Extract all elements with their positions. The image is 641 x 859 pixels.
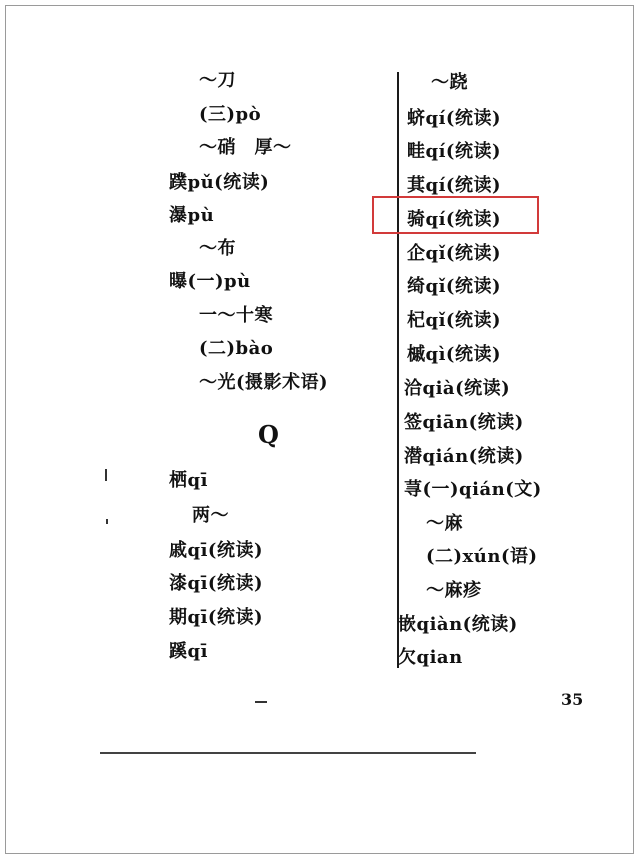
entry-line: 曝(一)pù: [169, 271, 251, 292]
entry-line: ～麻疹: [426, 580, 482, 601]
entry-line-highlighted: 骑qí(统读): [407, 209, 501, 230]
entry-line: ～硝 厚～: [199, 137, 292, 158]
entry-line: 瀑pù: [169, 205, 215, 226]
entry-line: (二)xún(语): [426, 546, 538, 567]
entry-line: 栖qī: [169, 470, 208, 491]
entry-line: 绮qǐ(统读): [407, 276, 501, 297]
entry-line: ～跷: [431, 72, 468, 93]
entry-line: 欠qian: [398, 647, 463, 668]
entry-line: 两～: [192, 505, 229, 526]
entry-line: ～光(摄影术语): [199, 372, 329, 393]
bottom-rule: [100, 752, 476, 754]
scan-speck: [105, 469, 107, 481]
entry-line: 荨(一)qián(文): [404, 479, 542, 500]
entry-line: 萁qí(统读): [407, 175, 501, 196]
entry-line: 蹼pǔ(统读): [169, 172, 270, 193]
entry-line: 洽qià(统读): [404, 378, 511, 399]
entry-line: 蹊qī: [169, 641, 208, 662]
entry-line: 嵌qiàn(统读): [398, 614, 518, 635]
entry-line: 一～十寒: [199, 305, 273, 326]
entry-line: ～刀: [199, 70, 236, 91]
entry-line: 戚qī(统读): [169, 540, 263, 561]
entry-line: 杞qǐ(统读): [407, 310, 501, 331]
column-divider: [397, 72, 399, 668]
entry-line: ～布: [199, 238, 236, 259]
entry-line: 漆qī(统读): [169, 573, 263, 594]
page-number: 35: [561, 690, 584, 709]
entry-line: (三)pò: [199, 104, 262, 125]
entry-line: 畦qí(统读): [407, 141, 501, 162]
entry-line: 企qǐ(统读): [407, 243, 501, 264]
document-page: [5, 5, 634, 854]
scan-speck: [106, 519, 108, 524]
entry-line: 期qī(统读): [169, 607, 263, 628]
section-heading: Q: [258, 420, 279, 449]
scan-mark: [255, 701, 267, 703]
entry-line: 潜qián(统读): [404, 446, 524, 467]
entry-line: 蛴qí(统读): [407, 108, 501, 129]
entry-line: 签qiān(统读): [404, 412, 524, 433]
entry-line: 槭qì(统读): [407, 344, 501, 365]
highlight-box: [372, 196, 539, 234]
entry-line: ～麻: [426, 513, 463, 534]
entry-line: (二)bào: [199, 338, 274, 359]
